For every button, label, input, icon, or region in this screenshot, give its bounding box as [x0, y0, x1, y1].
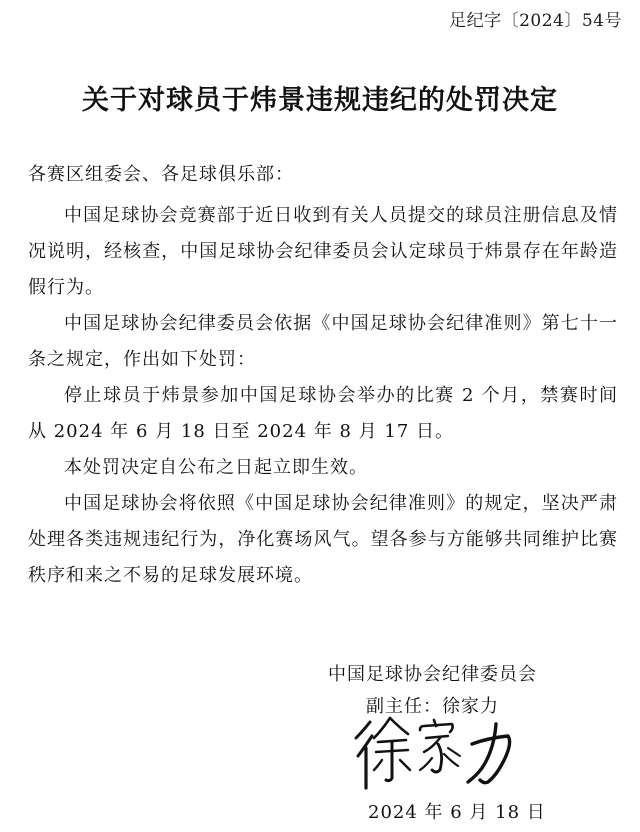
document-date: 2024 年 6 月 18 日	[368, 802, 546, 823]
paragraph-findings: 中国足球协会竞赛部于近日收到有关人员提交的球员注册信息及情况说明，经核查，中国足球协会纪律委员会认定球员于炜景存在年龄造假行为。	[28, 205, 618, 298]
salutation: 各赛区组委会、各足球俱乐部：	[28, 164, 294, 185]
document-body	[28, 198, 618, 594]
signature-role-line: 副主任：徐家力	[366, 696, 499, 717]
paragraph-penalty: 停止球员于炜景参加中国足球协会举办的比赛 2 个月，禁赛时间从 2024 年 6 月 18 日至 2024 年 8 月 17 日。	[28, 385, 618, 442]
handwritten-signature	[348, 708, 528, 792]
signature-organization: 中国足球协会纪律委员会	[328, 664, 537, 685]
paragraph-effective: 本处罚决定自公布之日起立即生效。	[64, 457, 368, 478]
paragraph-legal-basis: 中国足球协会纪律委员会依据《中国足球协会纪律准则》第七十一条之规定，作出如下处罚：	[28, 313, 618, 370]
document-title: 关于对球员于炜景违规违纪的处罚决定	[82, 85, 558, 116]
paragraph-closing: 中国足球协会将依照《中国足球协会纪律准则》的规定，坚决严肃处理各类违规违纪行为，净化赛场风气。望各参与方能够共同维护比赛秩序和来之不易的足球发展环境。	[28, 493, 618, 586]
document-number: 足纪字〔2024〕54号	[449, 11, 622, 31]
